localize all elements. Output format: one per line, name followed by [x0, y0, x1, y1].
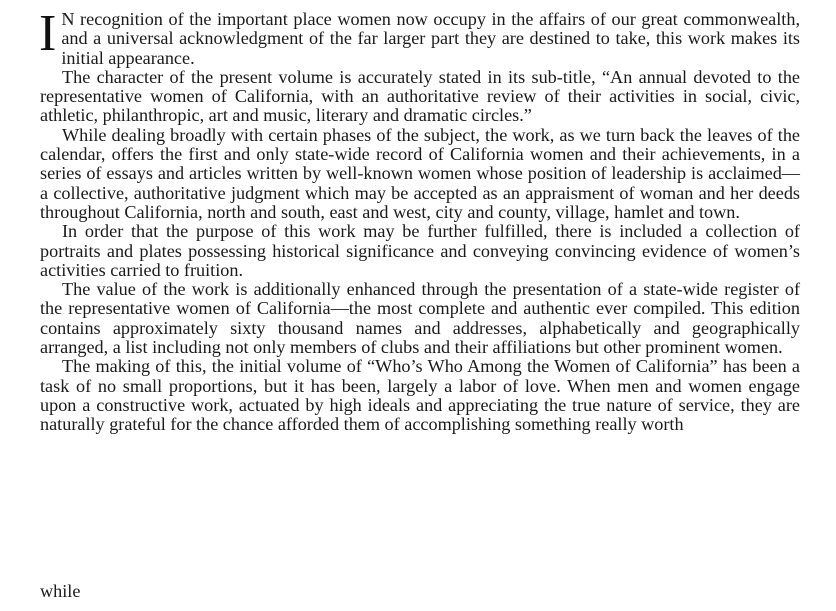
paragraph-portraits: In order that the purpose of this work may be further fulfilled, there is included a collection of portraits and plates possessing historical significance and conveying convincing evidence of women’s activities carried to fruition. — [40, 221, 800, 280]
paragraph-intro — [39, 5, 800, 68]
drop-cap: I — [39, 5, 57, 62]
paragraph-making: The making of this, the initial volume of “Who’s Who Among the Women of California” has been a task of no small proportions, but it has been, largely a labor of love. When men and women engage upon a constructive work, actuated by high ideals and appreciating the true nature of service, they are naturally grateful for the chance afforded them of accomplishing something really worth — [40, 356, 800, 435]
paragraph-register: The value of the work is additionally enhanced through the presentation of a state-wide register of the representative women of California—the most complete and authentic ever compiled. This edition contains approximately sixty thousand names and addresses, alphabetically and geographically arranged, a list including not only members of clubs and their affiliations but other prominent women. — [40, 279, 800, 358]
paragraph-intro-text: N recognition of the important place women now occupy in the affairs of our great commonwealth, and a universal acknowledgment of the far larger part they are destined to take, this work makes its initial appearance. — [61, 9, 800, 68]
paragraph-scope: While dealing broadly with certain phases of the subject, the work, as we turn back the leaves of the calendar, offers the first and only state-wide record of California women and their achievements, in a series of essays and articles written by well-known women whose position of leadership is acclaimed—a collective, authoritative judgment which may be accepted as an appraisment of woman and her deeds throughout California, north and south, east and west, city and county, village, hamlet and town. — [40, 124, 800, 222]
cut-off-next-line — [40, 581, 800, 602]
paragraph-subtitle: The character of the present volume is accurately stated in its sub-title, “An annual devoted to the representative women of California, with an authoritative review of their activities in social, civic, athletic, philanthropic, art and music, literary and dramatic circles.” — [40, 66, 800, 126]
cut-off-text: while — [40, 581, 81, 601]
document-body — [39, 5, 800, 435]
